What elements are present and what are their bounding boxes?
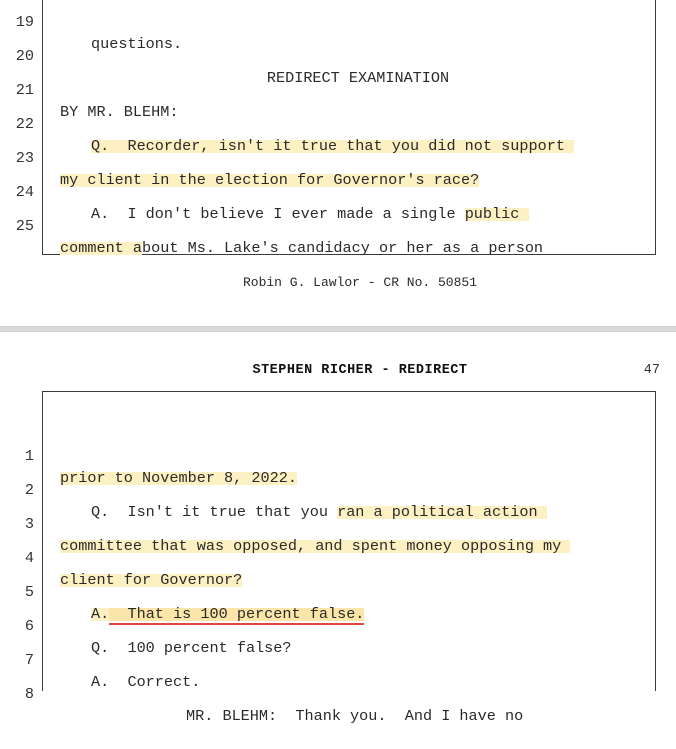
underlined-segment: That is 100 percent false.: [109, 605, 365, 623]
transcript-page-top: [0, 0, 676, 326]
line-number: 4: [24, 549, 34, 567]
text-segment: A. Correct.: [91, 673, 201, 691]
text-segment: REDIRECT EXAMINATION: [266, 69, 450, 87]
line-row: [0, 57, 676, 121]
line-number: 1: [24, 447, 34, 465]
line-row: [0, 159, 676, 223]
line-number: 23: [15, 149, 34, 167]
line-row: [0, 125, 676, 189]
line-row: [0, 593, 676, 657]
highlighted-segment: my client in the election for Governor's race?: [60, 171, 480, 189]
highlighted-segment: comment a: [60, 239, 143, 257]
text-segment: A. I don't believe I ever made a single: [91, 205, 465, 223]
page-header: STEPHEN RICHER - REDIRECT: [252, 363, 468, 378]
text-segment: Q. Isn't it true that you: [91, 503, 338, 521]
line-number: 24: [15, 183, 34, 201]
line-text: questions.: [91, 35, 183, 53]
line-text: [186, 705, 523, 727]
line-number: 5: [24, 583, 34, 601]
line-number: 7: [24, 651, 34, 669]
line-row: [0, 423, 676, 487]
line-row: [0, 23, 676, 87]
line-number: 8: [24, 685, 34, 703]
highlighted-segment: committee that was opposed, and spent money opposing my: [60, 537, 571, 555]
line-number: 19: [15, 13, 34, 31]
page-number: 47: [643, 363, 660, 378]
line-row: [0, 193, 676, 257]
highlighted-segment: prior to November 8, 2022.: [60, 469, 297, 487]
line-number: 20: [15, 47, 34, 65]
line-row: [0, 91, 676, 155]
highlighted-segment: public: [464, 205, 529, 223]
line-text: [60, 237, 543, 259]
text-segment: BY MR. BLEHM:: [60, 103, 179, 121]
line-number: 22: [15, 115, 34, 133]
highlighted-segment: client for Governor?: [60, 571, 243, 589]
line-row: [0, 0, 676, 53]
transcript-page-bottom: [0, 332, 676, 725]
highlighted-segment: A.: [91, 605, 110, 623]
line-row: [0, 457, 676, 521]
line-row: [0, 525, 676, 589]
highlighted-segment: Q. Recorder, isn't it true that you did not support: [91, 137, 575, 155]
line-number: 3: [24, 515, 34, 533]
line-number: 21: [15, 81, 34, 99]
line-row: [0, 559, 676, 623]
line-row: [0, 627, 676, 691]
text-segment: Q. 100 percent false?: [91, 639, 292, 657]
line-number: 25: [15, 217, 34, 235]
highlighted-segment: ran a political action: [337, 503, 547, 521]
line-number: 6: [24, 617, 34, 635]
line-row: [0, 491, 676, 555]
line-number: 2: [24, 481, 34, 499]
text-segment: bout Ms. Lake's candidacy or her as a person: [142, 239, 544, 257]
page-footer: Robin G. Lawlor - CR No. 50851: [242, 275, 478, 290]
text-segment: MR. BLEHM: Thank you. And I have no: [186, 707, 524, 725]
